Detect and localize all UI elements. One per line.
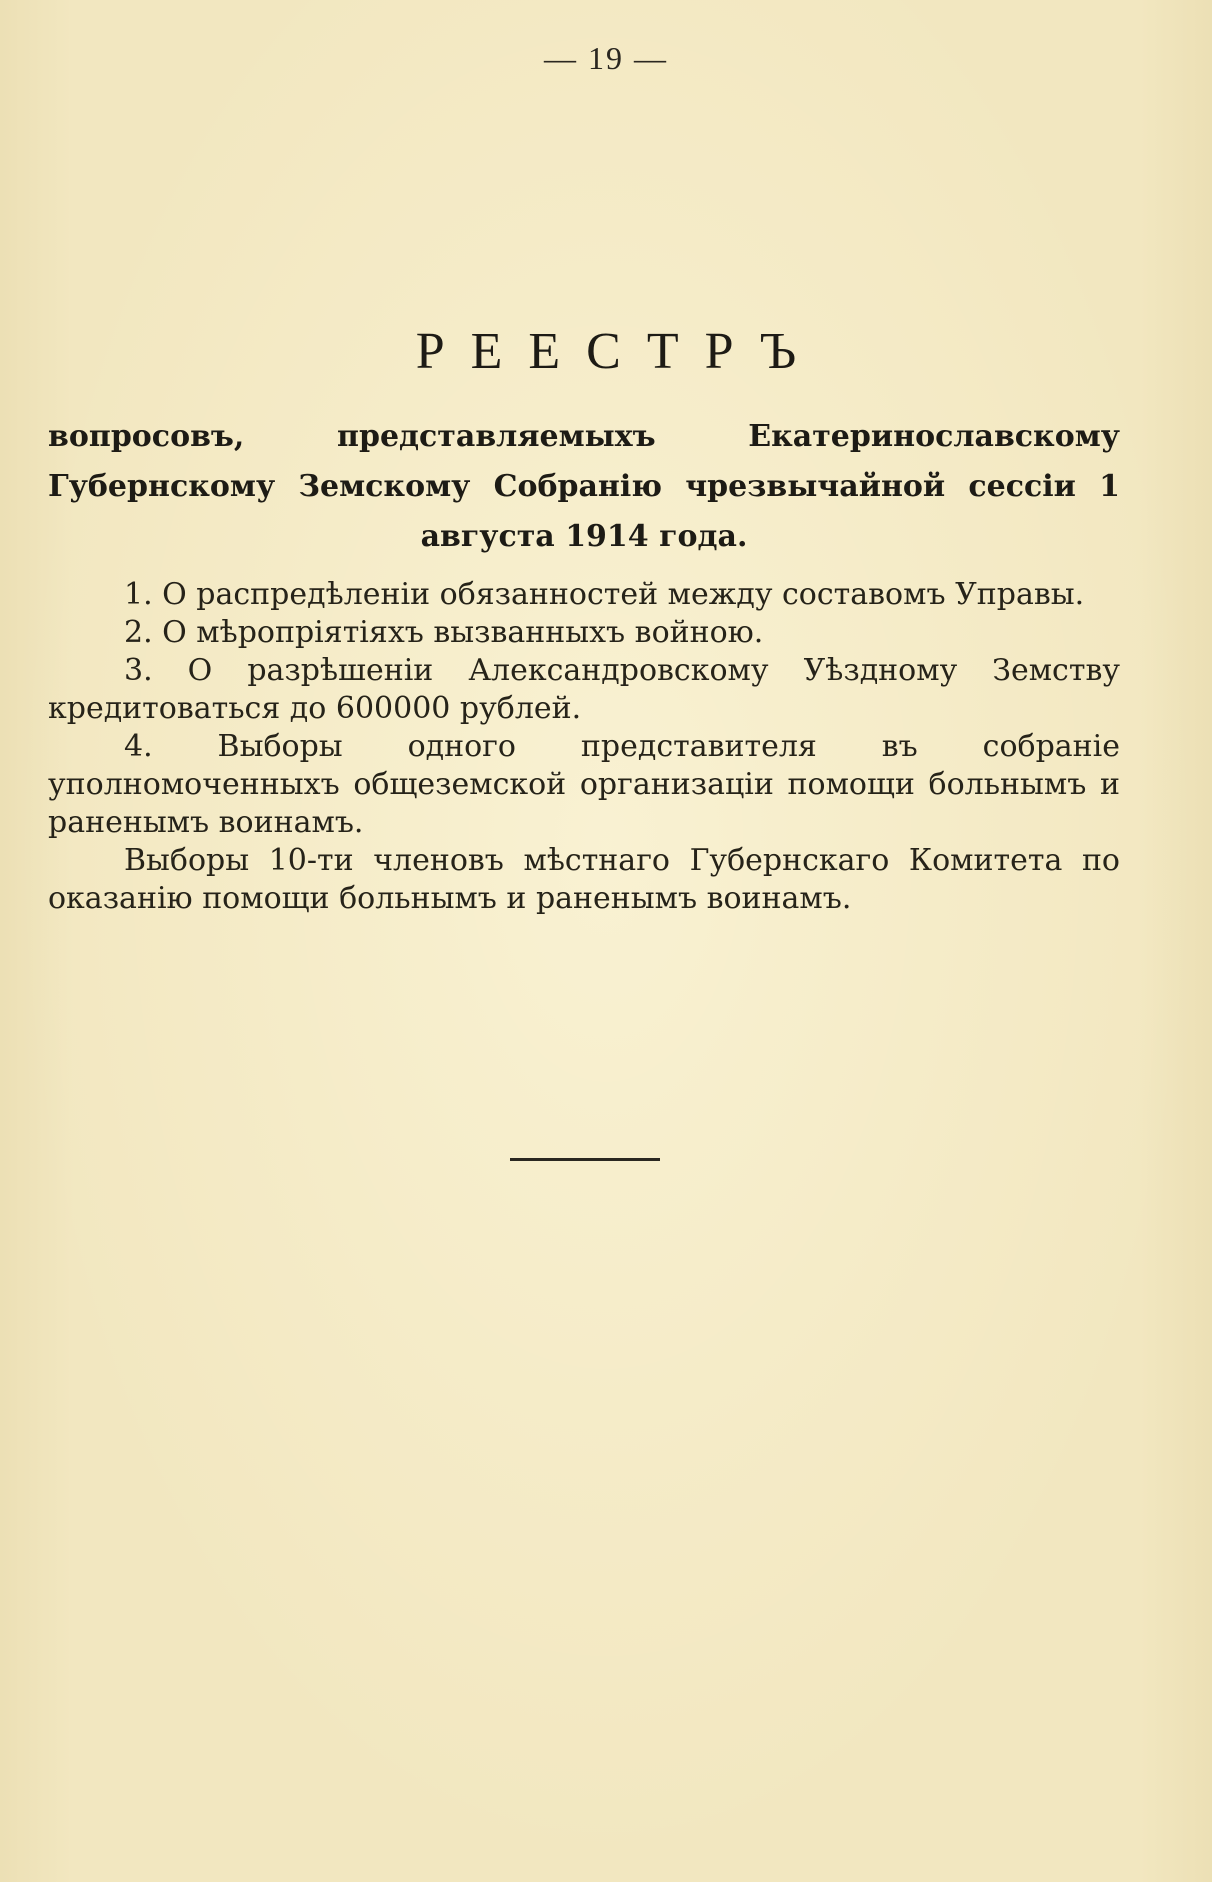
document-subtitle: вопросовъ, представляемыхъ Екатеринославскому Губернскому Земскому Собранію чрезвычайной сессіи 1 августа 1914 года. <box>48 419 1120 554</box>
agenda-list <box>48 576 1120 918</box>
agenda-item: Выборы 10-ти членовъ мѣстнаго Губернскаго Комитета по оказанію помощи больнымъ и раненымъ воинамъ. <box>48 843 1120 916</box>
agenda-item: 3. О разрѣшеніи Александровскому Уѣздному Земству кредитоваться до 600000 рублей. <box>48 653 1120 726</box>
agenda-item: 2. О мѣропріятіяхъ вызванныхъ войною. <box>124 615 764 650</box>
page-number: — 19 — <box>544 40 668 76</box>
agenda-item: 4. Выборы одного представителя въ собраніе уполномоченныхъ общеземской организаціи помощи больнымъ и раненымъ воинамъ. <box>48 729 1120 840</box>
agenda-item: 1. О распредѣленіи обязанностей между составомъ Управы. <box>124 577 1085 612</box>
document-title: РЕЕСТРЪ <box>415 323 823 380</box>
closing-rule <box>510 1158 660 1161</box>
